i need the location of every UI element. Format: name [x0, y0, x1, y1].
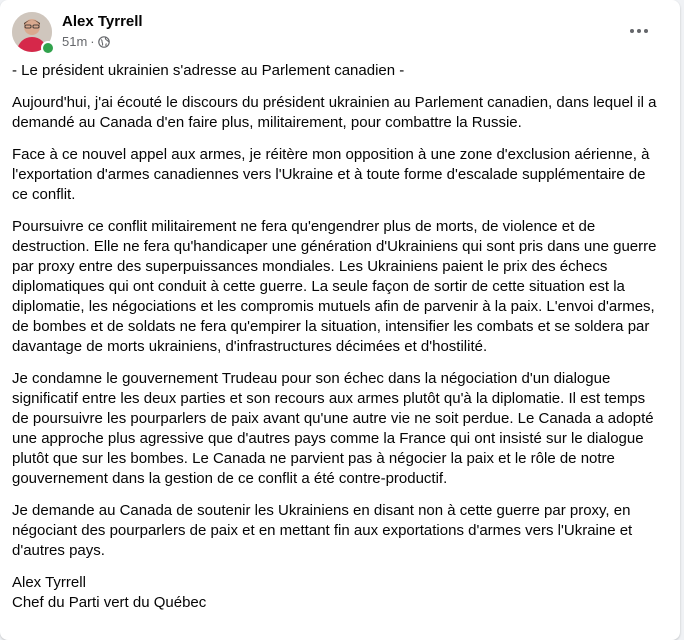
post-paragraph: Face à ce nouvel appel aux armes, je réitère mon opposition à une zone d'exclusion aérienne, à l'exportation d'armes canadiennes vers l'Ukraine et à toute forme d'escalade supplémentaire de ce conflit.: [12, 146, 650, 203]
more-options-icon[interactable]: [624, 16, 654, 46]
globe-icon[interactable]: [98, 36, 110, 48]
meta-separator: ·: [90, 34, 95, 49]
post-paragraph: Je condamne le gouvernement Trudeau pour son échec dans la négociation d'un dialogue significatif entre les deux parties et son recours aux armes plutôt qu'à la diplomatie. Il est temps de poursuivre les pourparlers de paix avant qu'une autre vie ne soit perdue. Le Canada a adopté une approche plus agressive que d'autres pays comme la France qui ont insisté sur le dialogue plutôt que sur les bombes. Le Canada ne parvient pas à négocier la paix et le rôle de notre gouvernement dans la gestion de ce conflit a été contre-productif.: [12, 370, 654, 487]
signature-title: Chef du Parti vert du Québec: [12, 594, 207, 611]
post-paragraph: - Le président ukrainien s'adresse au Parlement canadien -: [12, 62, 405, 79]
post-paragraph: Poursuivre ce conflit militairement ne fera qu'engendrer plus de morts, de violence et de destruction. Elle ne fera qu'handicaper une génération d'Ukrainiens qui sont pris dans une guerre par proxy entre des superpuissances mondiales. Les Ukrainiens paient le prix des échecs diplomatiques qui ont conduit à cette guerre. La seule façon de sortir de cette situation est la diplomatie, les négociations et les compromis mutuels afin de parvenir à la paix. L'envoi d'armes, de bombes et de soldats ne fera qu'empirer la situation, intensifier les combats et se soldera par davantage de morts ukrainiens, d'infrastructures décimées et d'hostilité.: [12, 218, 657, 355]
author-name[interactable]: Alex Tyrrell: [62, 13, 143, 30]
online-status-dot: [41, 41, 55, 55]
signature-name: Alex Tyrrell: [12, 574, 86, 591]
post-paragraph: Aujourd'hui, j'ai écouté le discours du président ukrainien au Parlement canadien, dans lequel il a demandé au Canada d'en faire plus, militairement, pour combattre la Russie.: [12, 94, 657, 131]
post-body: [12, 61, 664, 613]
post-meta: [62, 34, 110, 49]
post-header: [12, 12, 668, 52]
post-paragraph: Je demande au Canada de soutenir les Ukrainiens en disant non à cette guerre par proxy, en négociant des pourparlers de paix et en mettant fin aux exportations d'armes vers l'Ukraine et d'autres pays.: [12, 502, 633, 559]
post-time[interactable]: 51m: [62, 34, 88, 49]
